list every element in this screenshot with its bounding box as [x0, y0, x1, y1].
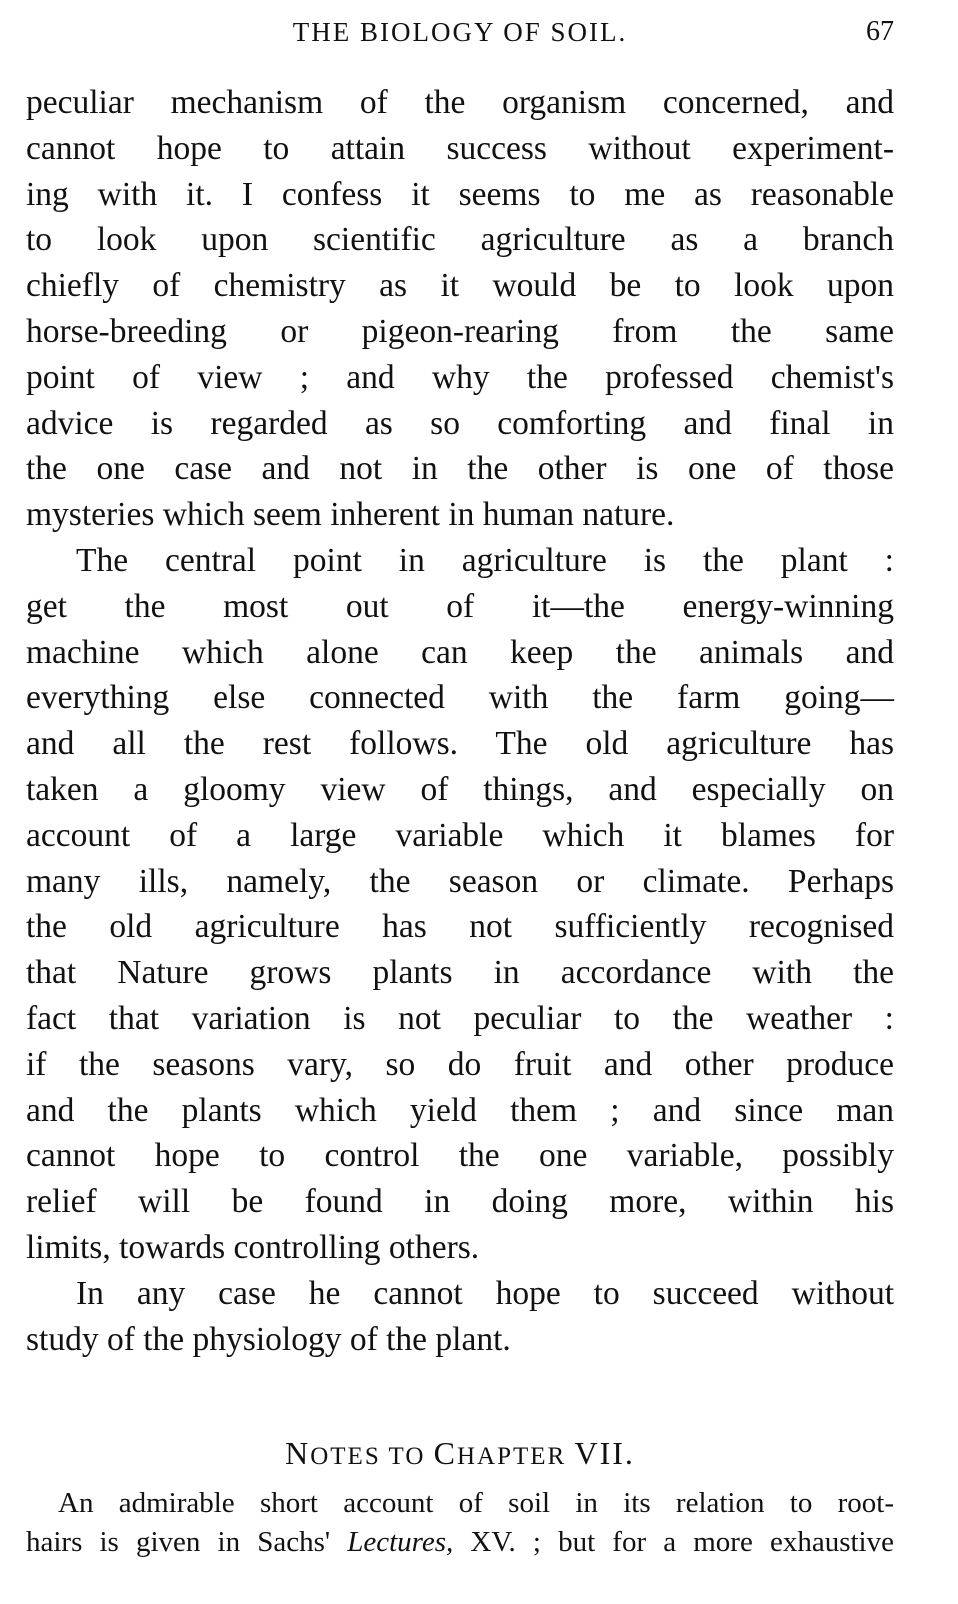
text-line: study of the physiology of the plant.	[26, 1320, 511, 1358]
running-head	[26, 14, 894, 50]
running-title: THE BIOLOGY OF SOIL.	[292, 17, 628, 47]
text-line: ing with it. I confess it seems to me as reasonable	[26, 175, 894, 213]
note-line: An admirable short account of soil in its relation to root-	[58, 1487, 894, 1519]
text-line: point of view ; and why the professed chemist's	[26, 358, 894, 396]
text-line: limits, towards controlling others.	[26, 1228, 480, 1266]
note-line: hairs is given in Sachs' Lectures, XV. ; but for a more exhaustive	[26, 1526, 894, 1558]
book-title: Lectures,	[347, 1526, 454, 1558]
text-line: horse-breeding or pigeon-rearing from the same	[26, 312, 894, 350]
text-line: peculiar mechanism of the organism concerned, and	[26, 84, 894, 121]
text-line: the old agriculture has not sufficiently recognised	[26, 908, 894, 946]
text-line: In any case he cannot hope to succeed without	[76, 1274, 894, 1312]
notes-heading: NOTES TO CHAPTER VII.	[285, 1435, 635, 1471]
text-line: fact that variation is not peculiar to the weather :	[26, 999, 894, 1037]
text-line: the one case and not in the other is one of those	[26, 450, 894, 488]
text-line: mysteries which seem inherent in human nature.	[26, 496, 675, 534]
text-line: and the plants which yield them ; and since man	[26, 1091, 894, 1129]
text-line: machine which alone can keep the animals and	[26, 633, 894, 671]
notes-text	[26, 1484, 894, 1562]
text-line: everything else connected with the farm going—	[26, 679, 894, 717]
text-line: to look upon scientific agriculture as a branch	[26, 221, 894, 259]
text-line: account of a large variable which it blames for	[26, 816, 894, 854]
text-line: many ills, namely, the season or climate. Perhaps	[26, 862, 894, 900]
page-number: 67	[866, 16, 894, 47]
text-line: cannot hope to control the one variable, possibly	[26, 1137, 894, 1175]
body-text	[26, 80, 894, 1362]
text-line: chiefly of chemistry as it would be to look upon	[26, 267, 894, 305]
text-line: get the most out of it—the energy-winning	[26, 587, 894, 625]
text-line: cannot hope to attain success without experiment-	[26, 129, 894, 167]
text-line: The central point in agriculture is the plant :	[76, 541, 894, 579]
text-line: taken a gloomy view of things, and especially on	[26, 770, 894, 808]
text-line: advice is regarded as so comforting and final in	[26, 404, 894, 442]
text-line: if the seasons vary, so do fruit and other produce	[26, 1045, 894, 1083]
text-line: and all the rest follows. The old agriculture has	[26, 725, 894, 763]
text-line: relief will be found in doing more, within his	[26, 1183, 894, 1221]
text-line: that Nature grows plants in accordance with the	[26, 954, 894, 992]
